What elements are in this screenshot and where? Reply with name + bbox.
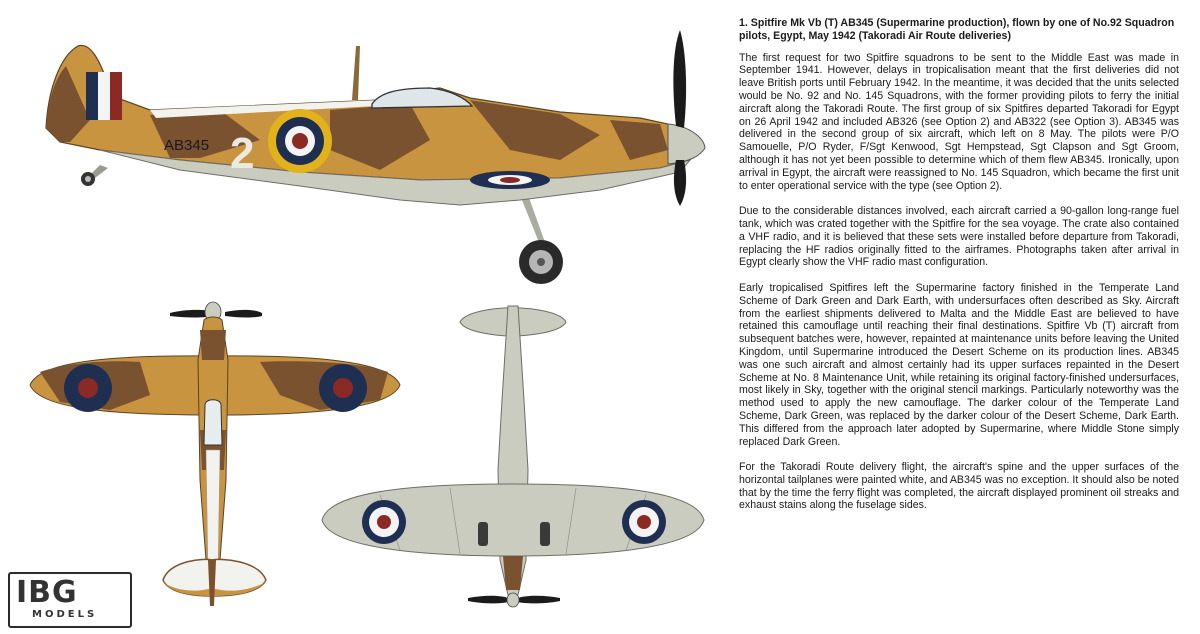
propeller-blade-bottom — [674, 160, 686, 206]
description-column — [739, 17, 1179, 525]
top-canopy — [204, 400, 222, 445]
propeller-blade-top — [673, 30, 686, 128]
side-profile — [46, 30, 705, 284]
logo-subtitle: MODELS — [32, 609, 98, 620]
spinner — [668, 124, 705, 164]
logo-brand: IBG — [16, 575, 78, 610]
paragraph-fuel-tank: Due to the considerable distances involved, each aircraft carried a 90-gallon long-range fuel tank, which was crated together with the Spitfire for the sea voyage. The crate also contained a VHF radio, and it is believed that these sets were installed before departure from Takoradi, replacing the HF radios originally fitted to the airframes. Photographs taken after arrival in Egypt clearly show the VHF radio mast configuration. — [739, 205, 1179, 269]
page-title: 1. Spitfire Mk Vb (T) AB345 (Supermarine production), flown by one of No.92 Squadron pilots, Egypt, May 1942 (Takoradi Air Route deliveries) — [739, 17, 1175, 42]
individual-letter: 2 — [230, 129, 255, 178]
ibg-models-logo — [8, 572, 132, 628]
fuselage-roundel — [268, 109, 332, 173]
bottom-view — [322, 306, 704, 607]
tail-wheel — [81, 165, 108, 186]
canopy — [372, 88, 472, 108]
radio-mast — [352, 46, 360, 100]
paragraph-history: The first request for two Spitfire squadrons to be sent to the Middle East was made in September 1941. However, delays in tropicalisation meant that the first deliveries did not leave British ports until February 1942. In the meantime, it was decided that the units selected would be No. 92 and No. 145 Squadrons, with the former providing pilots to ferry the initial aircraft along the Takoradi Route. The first group of six Spitfires departed Takoradi for Egypt on 26 April 1942 and included AB326 (see Option 2) and AB322 (see Option 3). AB345 was delivered in the second group of six aircraft, which left on 8 May. The pilots were P/O Samouelle, P/O Ryder, F/Sgt Kenwood, Sgt Hempstead, Sgt Clapson and Sgt Groom, although it has not yet been possible to determine which of them flew AB345. Ironically, upon arrival in Egypt, the aircraft were reassigned to No. 145 Squadron, which became the first unit to enter operational service with the type (see Option 2). — [739, 51, 1179, 192]
underwing-roundel-left — [362, 500, 406, 544]
top-white-spine — [206, 450, 220, 570]
top-wing-roundel-right — [319, 364, 367, 412]
main-landing-gear — [519, 195, 563, 284]
underwing-roundel-right — [622, 500, 666, 544]
top-wing-roundel-left — [64, 364, 112, 412]
paragraph-camouflage: Early tropicalised Spitfires left the Supermarine factory finished in the Temperate Land Scheme of Dark Green and Dark Earth, with undersurfaces often described as Sky. Aircraft from the earliest shipments delivered to Malta and the Middle East are believed to have retained this camouflage until reaching their final destinations. Spitfire Vb (T) aircraft from subsequent batches were, however, repainted at maintenance units before leaving the United Kingdom, until Supermarine introduced the Desert Scheme on its production lines. AB345 was one such aircraft and almost certainly had its upper surfaces repainted in the Desert Scheme at No. 8 Maintenance Unit, while retaining its original factory-finished undersurfaces, most likely in Sky, together with the original stencil markings. Particularly noteworthy was the method used to apply the new camouflage. The darker colour of the Temperate Land Scheme, Dark Green, was replaced by the darker colour of the Desert Scheme, Dark Earth. This differed from the approach later adopted by Supermarine, where Middle Stone simply replaced Dark Green. — [739, 281, 1179, 448]
top-view — [30, 302, 400, 606]
serial-number: AB345 — [164, 137, 210, 154]
paragraph-delivery-markings: For the Takoradi Route delivery flight, the aircraft's spine and the upper surfaces of the horizontal tailplanes were painted white, and AB345 was no exception. It should also be noted that by the time the ferry flight was completed, the aircraft displayed prominent oil streaks and exhaust stains along the fuselage sides. — [739, 461, 1179, 512]
fin-flash — [86, 72, 122, 120]
oil-cooler — [540, 522, 550, 546]
radiator — [478, 522, 488, 546]
